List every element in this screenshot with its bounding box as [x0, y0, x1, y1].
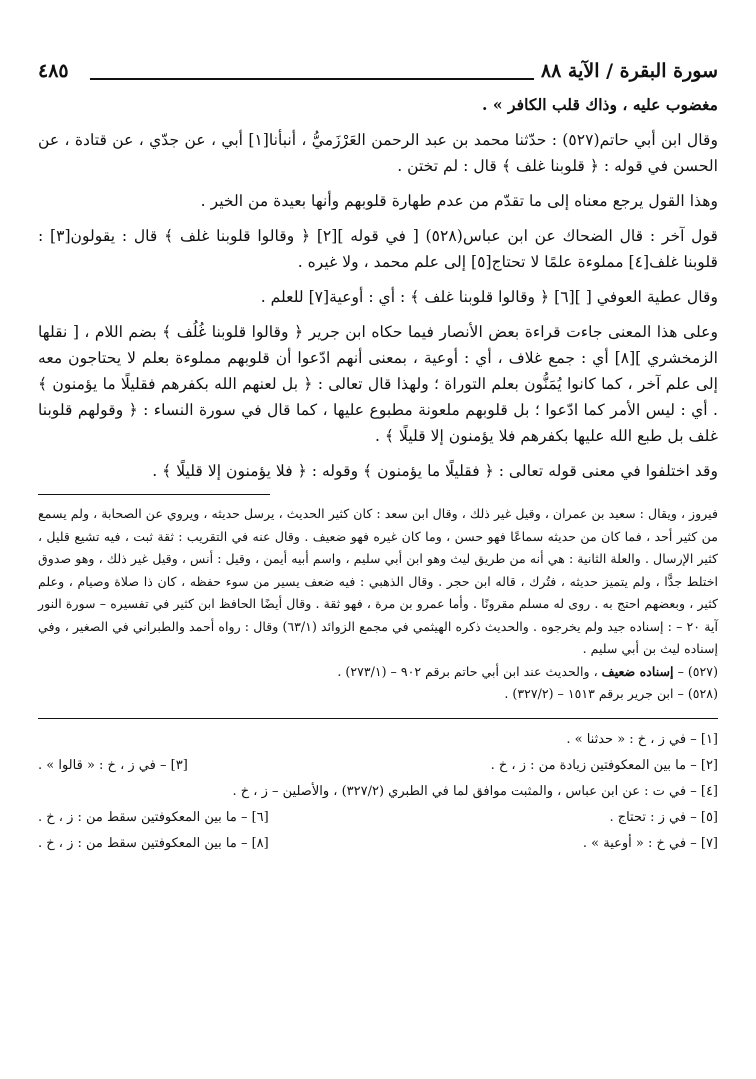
- page-number: ٤٨٥: [38, 60, 69, 82]
- book-page: [38, 58, 718, 857]
- variant-2: [٢] – ما بين المعكوفتين زيادة من : ز ، خ .: [490, 757, 718, 773]
- footnote-continuation: فيروز ، ويقال : سعيد بن عمران ، وقيل غير ذلك ، وقال ابن سعد : كان كثير الحديث ، يرسل حديثه ، ويروي عن الصحابة ، ولم يسمع من كثير أحد ، فما كان من حديثه سماعًا فهو حسن ، وما كان غيره فهو ضعيف . وقال عنه في التقريب : ثقة ثبت ، فيه تشيع قليل ، كثير الإرسال . والعلة الثانية : هي أنه من طريق ليث وهو ابن أبي سليم ، واسم أبيه أيمن ، وقيل : أنس ، وقيل غير ذلك ، وهو صدوق اختلط جدًّا ، ولم يتميز حديثه ، فتُرك ، قاله ابن حجر . وقال الذهبي : فيه ضعف يسير من سوء حفظه ، كان ذا صلاة وصيام ، وعلم كثير ، وبعضهم احتج به . روى له مسلم مقرونًا . وأما عمرو بن مرة ، فهو ثقة . وقال أيضًا الحافظ ابن كثير في تفسيره – سورة النور آية ٢٠ – : إسناده جيد ولم يخرجوه . والحديث ذكره الهيثمي في مجمع الزوائد (٦٣/١) وقال : رواه أحمد والطبراني في الصغير ، وفي إسناده ليث بن أبي سليم .: [38, 506, 718, 656]
- paragraph-2: وقال ابن أبي حاتم(٥٢٧) : حدّثنا محمد بن عبد الرحمن العَرْزَميُّ ، أنبأنا[١] أبي ، عن جدّي ، عن قتادة ، عن الحسن في قوله : ﴿ قلوبنا غلف ﴾ قال : لم تختن .: [38, 131, 718, 175]
- variant-row-3: [38, 779, 718, 805]
- variant-1: [١] – في ز ، خ : « حدثنا » .: [566, 731, 718, 747]
- surah-title: سورة البقرة / الآية ٨٨: [540, 60, 718, 82]
- paragraph-4: قول آخر : قال الضحاك عن ابن عباس(٥٢٨) [ في قوله ][٢] ﴿ وقالوا قلوبنا غلف ﴾ قال : يقولون[٣] : قلوبنا غلف[٤] مملوءة علمًا لا تحتاج[٥] إلى علم محمد ، ولا غيره .: [38, 227, 718, 271]
- header-rule: [90, 78, 534, 80]
- variant-row-2: [38, 753, 718, 779]
- paragraph-1: مغضوب عليه ، وذاك قلب الكافر » .: [482, 95, 718, 114]
- paragraph-5: وقال عطية العوفي [ ][٦] ﴿ وقالوا قلوبنا غلف ﴾ : أي : أوعية[٧] للعلم .: [260, 288, 718, 306]
- footnotes: [38, 503, 718, 706]
- manuscript-variants: [38, 727, 718, 857]
- variant-5: [٥] – في ز : تحتاج .: [609, 809, 718, 825]
- variants-separator: [38, 718, 718, 719]
- variant-row-1: [38, 727, 718, 753]
- footnote-527: [38, 661, 718, 684]
- variant-3: [٣] – في ز ، خ : « قالوا » .: [38, 757, 188, 773]
- footnote-527-number: (٥٢٧) –: [677, 663, 718, 679]
- variant-row-4: [38, 805, 718, 831]
- paragraph-3: وهذا القول يرجع معناه إلى ما تقدّم من عدم طهارة قلوبهم وأنها بعيدة من الخير .: [200, 192, 718, 210]
- paragraph-7: وقد اختلفوا في معنى قوله تعالى : ﴿ فقليلًا ما يؤمنون ﴾ وقوله : ﴿ فلا يؤمنون إلا قليلًا ﴾ .: [152, 462, 718, 480]
- paragraph-6: وعلى هذا المعنى جاءت قراءة بعض الأنصار فيما حكاه ابن جرير ﴿ وقالوا قلوبنا غُلُف ﴾ بضم اللام ، [ نقلها الزمخشري ][٨] أي : جمع غلاف ، أي : أوعية ، بمعنى أنهم ادّعوا أن قلوبهم مملوءة بعلم لا يحتاجون معه إلى علم آخر ، كما كانوا يُمَنُّون بعلم التوراة ؛ ولهذا قال تعالى : ﴿ بل لعنهم الله بكفرهم فقليلًا ما يؤمنون ﴾ . أي : ليس الأمر كما ادّعوا ؛ بل قلوبهم ملعونة مطبوع عليها ، كما قال في سورة النساء : ﴿ وقولهم قلوبنا غلف بل طبع الله عليها بكفرهم فلا يؤمنون إلا قليلًا ﴾ .: [38, 323, 719, 445]
- variant-4: [٤] – في ت : عن ابن عباس ، والمثبت موافق لما في الطبري (٣٢٧/٢) ، والأصلين – ز ، خ .: [232, 783, 718, 799]
- main-text: [38, 92, 718, 484]
- variant-7: [٧] – في خ : « أوعية » .: [582, 835, 718, 851]
- footnote-528: (٥٢٨) – ابن جرير برقم ١٥١٣ – (٣٢٧/٢) .: [504, 686, 718, 701]
- variant-6: [٦] – ما بين المعكوفتين سقط من : ز ، خ .: [38, 809, 269, 825]
- footnote-527-grade: إسناده ضعيف: [601, 663, 674, 679]
- footnote-527-text: ، والحديث عند ابن أبي حاتم برقم ٩٠٢ – (٢٧٣/١) .: [337, 663, 598, 679]
- footnote-separator: [38, 494, 270, 495]
- page-header: [38, 58, 718, 92]
- variant-8: [٨] – ما بين المعكوفتين سقط من : ز ، خ .: [38, 835, 269, 851]
- variant-row-5: [38, 831, 718, 857]
